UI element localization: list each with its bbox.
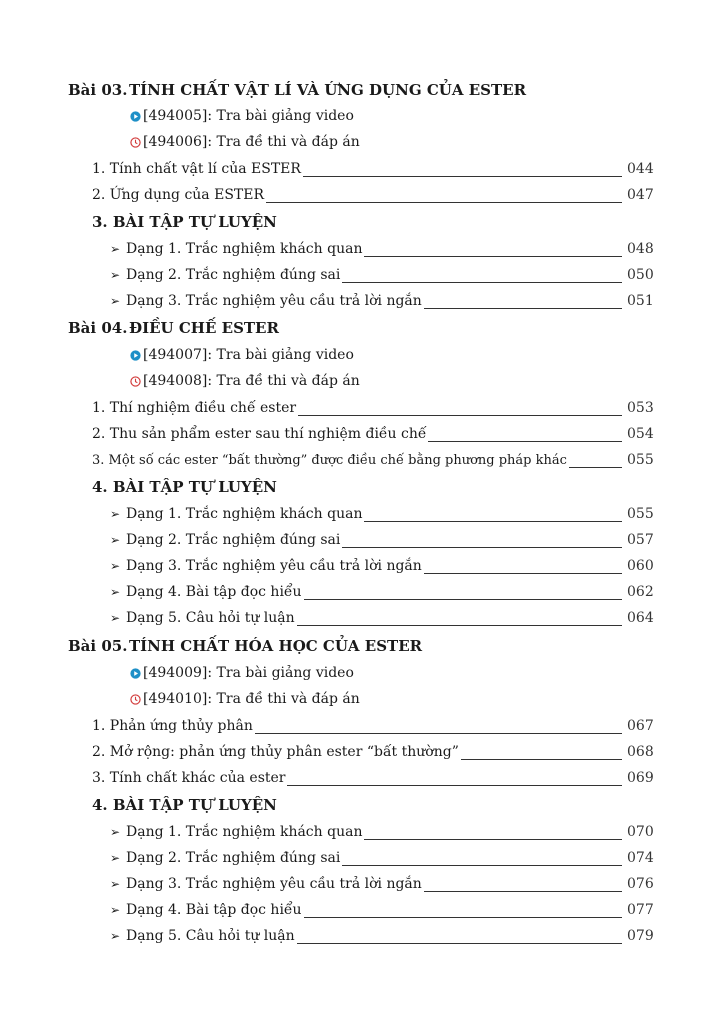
lesson-number: Bài 05. xyxy=(68,637,128,655)
section-heading xyxy=(0,474,724,500)
toc-subentry[interactable] xyxy=(0,871,724,897)
toc-entry-text: 2. Mở rộng: phản ứng thủy phân ester “bất thường” xyxy=(92,744,459,760)
arrowhead-bullet-icon: ➢ xyxy=(110,851,121,865)
toc-entry[interactable] xyxy=(0,182,724,208)
exam-link-label[interactable]: [494008]: Tra đề thi và đáp án xyxy=(143,373,360,389)
page-number: 060 xyxy=(627,558,654,574)
page-number: 074 xyxy=(627,850,654,866)
video-link-label[interactable]: [494005]: Tra bài giảng video xyxy=(143,108,354,124)
clock-icon xyxy=(130,376,141,387)
toc-entry-text: 1. Phản ứng thủy phân xyxy=(92,718,253,734)
section-title: 3. BÀI TẬP TỰ LUYỆN xyxy=(92,213,277,231)
lesson-title: TÍNH CHẤT VẬT LÍ VÀ ỨNG DỤNG CỦA ESTER xyxy=(129,81,527,99)
arrowhead-bullet-icon: ➢ xyxy=(110,877,121,891)
toc-entry-text: Dạng 2. Trắc nghiệm đúng sai xyxy=(126,532,341,548)
page-number: 055 xyxy=(627,452,654,468)
toc-subentry[interactable] xyxy=(0,527,724,553)
toc-subentry[interactable] xyxy=(0,579,724,605)
section-title: 4. BÀI TẬP TỰ LUYỆN xyxy=(92,478,277,496)
page-number: 070 xyxy=(627,824,654,840)
page-number: 077 xyxy=(627,902,654,918)
arrowhead-bullet-icon: ➢ xyxy=(110,611,121,625)
toc-entry-text: Dạng 1. Trắc nghiệm khách quan xyxy=(126,824,363,840)
toc-subentry[interactable] xyxy=(0,262,724,288)
toc-subentry[interactable] xyxy=(0,819,724,845)
video-link-label[interactable]: [494007]: Tra bài giảng video xyxy=(143,347,354,363)
page-number: 062 xyxy=(627,584,654,600)
arrowhead-bullet-icon: ➢ xyxy=(110,559,121,573)
exam-answer-link[interactable] xyxy=(0,686,724,712)
toc-entry-text: 1. Tính chất vật lí của ESTER xyxy=(92,161,301,177)
toc-subentry[interactable] xyxy=(0,845,724,871)
arrowhead-bullet-icon: ➢ xyxy=(110,585,121,599)
page-number: 079 xyxy=(627,928,654,944)
exam-answer-link[interactable] xyxy=(0,368,724,394)
arrowhead-bullet-icon: ➢ xyxy=(110,268,121,282)
video-lecture-link[interactable] xyxy=(0,342,724,368)
clock-icon xyxy=(130,694,141,705)
arrowhead-bullet-icon: ➢ xyxy=(110,507,121,521)
page-number: 067 xyxy=(627,718,654,734)
lesson-heading xyxy=(0,315,724,341)
toc-entry-text: 2. Ứng dụng của ESTER xyxy=(92,187,265,203)
arrowhead-bullet-icon: ➢ xyxy=(110,903,121,917)
toc-subentry[interactable] xyxy=(0,553,724,579)
toc-entry-text: Dạng 3. Trắc nghiệm yêu cầu trả lời ngắn xyxy=(126,558,422,574)
arrowhead-bullet-icon: ➢ xyxy=(110,242,121,256)
page-number: 055 xyxy=(627,506,654,522)
toc-entry[interactable] xyxy=(0,765,724,791)
toc-entry-text: 2. Thu sản phẩm ester sau thí nghiệm điều chế xyxy=(92,426,427,442)
toc-entry-text: Dạng 3. Trắc nghiệm yêu cầu trả lời ngắn xyxy=(126,293,422,309)
exam-answer-link[interactable] xyxy=(0,129,724,155)
toc-entry-text: Dạng 2. Trắc nghiệm đúng sai xyxy=(126,850,341,866)
toc-subentry[interactable] xyxy=(0,236,724,262)
toc-subentry[interactable] xyxy=(0,501,724,527)
play-circle-icon xyxy=(130,350,141,361)
toc-subentry[interactable] xyxy=(0,605,724,631)
video-link-label[interactable]: [494009]: Tra bài giảng video xyxy=(143,665,354,681)
play-circle-icon xyxy=(130,111,141,122)
exam-link-label[interactable]: [494006]: Tra đề thi và đáp án xyxy=(143,134,360,150)
page-number: 076 xyxy=(627,876,654,892)
page-number: 048 xyxy=(627,241,654,257)
lesson-title: ĐIỀU CHẾ ESTER xyxy=(129,319,279,337)
page-number: 069 xyxy=(627,770,654,786)
toc-entry-text: Dạng 4. Bài tập đọc hiểu xyxy=(126,902,302,918)
toc-entry-text: 3. Tính chất khác của ester xyxy=(92,770,286,786)
toc-entry-text: Dạng 4. Bài tập đọc hiểu xyxy=(126,584,302,600)
toc-entry-text: Dạng 3. Trắc nghiệm yêu cầu trả lời ngắn xyxy=(126,876,422,892)
lesson-number: Bài 03. xyxy=(68,81,128,99)
toc-entry-text: 1. Thí nghiệm điều chế ester xyxy=(92,400,297,416)
toc-entry[interactable] xyxy=(0,156,724,182)
section-heading xyxy=(0,209,724,235)
toc-entry-text: Dạng 1. Trắc nghiệm khách quan xyxy=(126,506,363,522)
exam-link-label[interactable]: [494010]: Tra đề thi và đáp án xyxy=(143,691,360,707)
page-number: 057 xyxy=(627,532,654,548)
arrowhead-bullet-icon: ➢ xyxy=(110,533,121,547)
clock-icon xyxy=(130,137,141,148)
page-number: 047 xyxy=(627,187,654,203)
page-number: 068 xyxy=(627,744,654,760)
toc-entry[interactable] xyxy=(0,447,724,473)
lesson-heading xyxy=(0,633,724,659)
arrowhead-bullet-icon: ➢ xyxy=(110,294,121,308)
page-number: 050 xyxy=(627,267,654,283)
toc-entry-text: Dạng 1. Trắc nghiệm khách quan xyxy=(126,241,363,257)
play-circle-icon xyxy=(130,668,141,679)
section-heading xyxy=(0,792,724,818)
page-number: 054 xyxy=(627,426,654,442)
video-lecture-link[interactable] xyxy=(0,103,724,129)
arrowhead-bullet-icon: ➢ xyxy=(110,825,121,839)
section-title: 4. BÀI TẬP TỰ LUYỆN xyxy=(92,796,277,814)
toc-entry-text: 3. Một số các ester “bất thường” được điều chế bằng phương pháp khác xyxy=(92,453,567,468)
lesson-title: TÍNH CHẤT HÓA HỌC CỦA ESTER xyxy=(129,637,423,655)
toc-entry-text: Dạng 5. Câu hỏi tự luận xyxy=(126,610,295,626)
toc-entry[interactable] xyxy=(0,739,724,765)
toc-entry-text: Dạng 5. Câu hỏi tự luận xyxy=(126,928,295,944)
toc-subentry[interactable] xyxy=(0,288,724,314)
toc-entry[interactable] xyxy=(0,421,724,447)
lesson-heading xyxy=(0,77,724,103)
page-number: 053 xyxy=(627,400,654,416)
toc-subentry[interactable] xyxy=(0,897,724,923)
page-number: 044 xyxy=(627,161,654,177)
lesson-number: Bài 04. xyxy=(68,319,128,337)
page-number: 051 xyxy=(627,293,654,309)
arrowhead-bullet-icon: ➢ xyxy=(110,929,121,943)
toc-subentry[interactable] xyxy=(0,923,724,949)
toc-entry[interactable] xyxy=(0,713,724,739)
page-number: 064 xyxy=(627,610,654,626)
toc-entry[interactable] xyxy=(0,395,724,421)
toc-entry-text: Dạng 2. Trắc nghiệm đúng sai xyxy=(126,267,341,283)
video-lecture-link[interactable] xyxy=(0,660,724,686)
